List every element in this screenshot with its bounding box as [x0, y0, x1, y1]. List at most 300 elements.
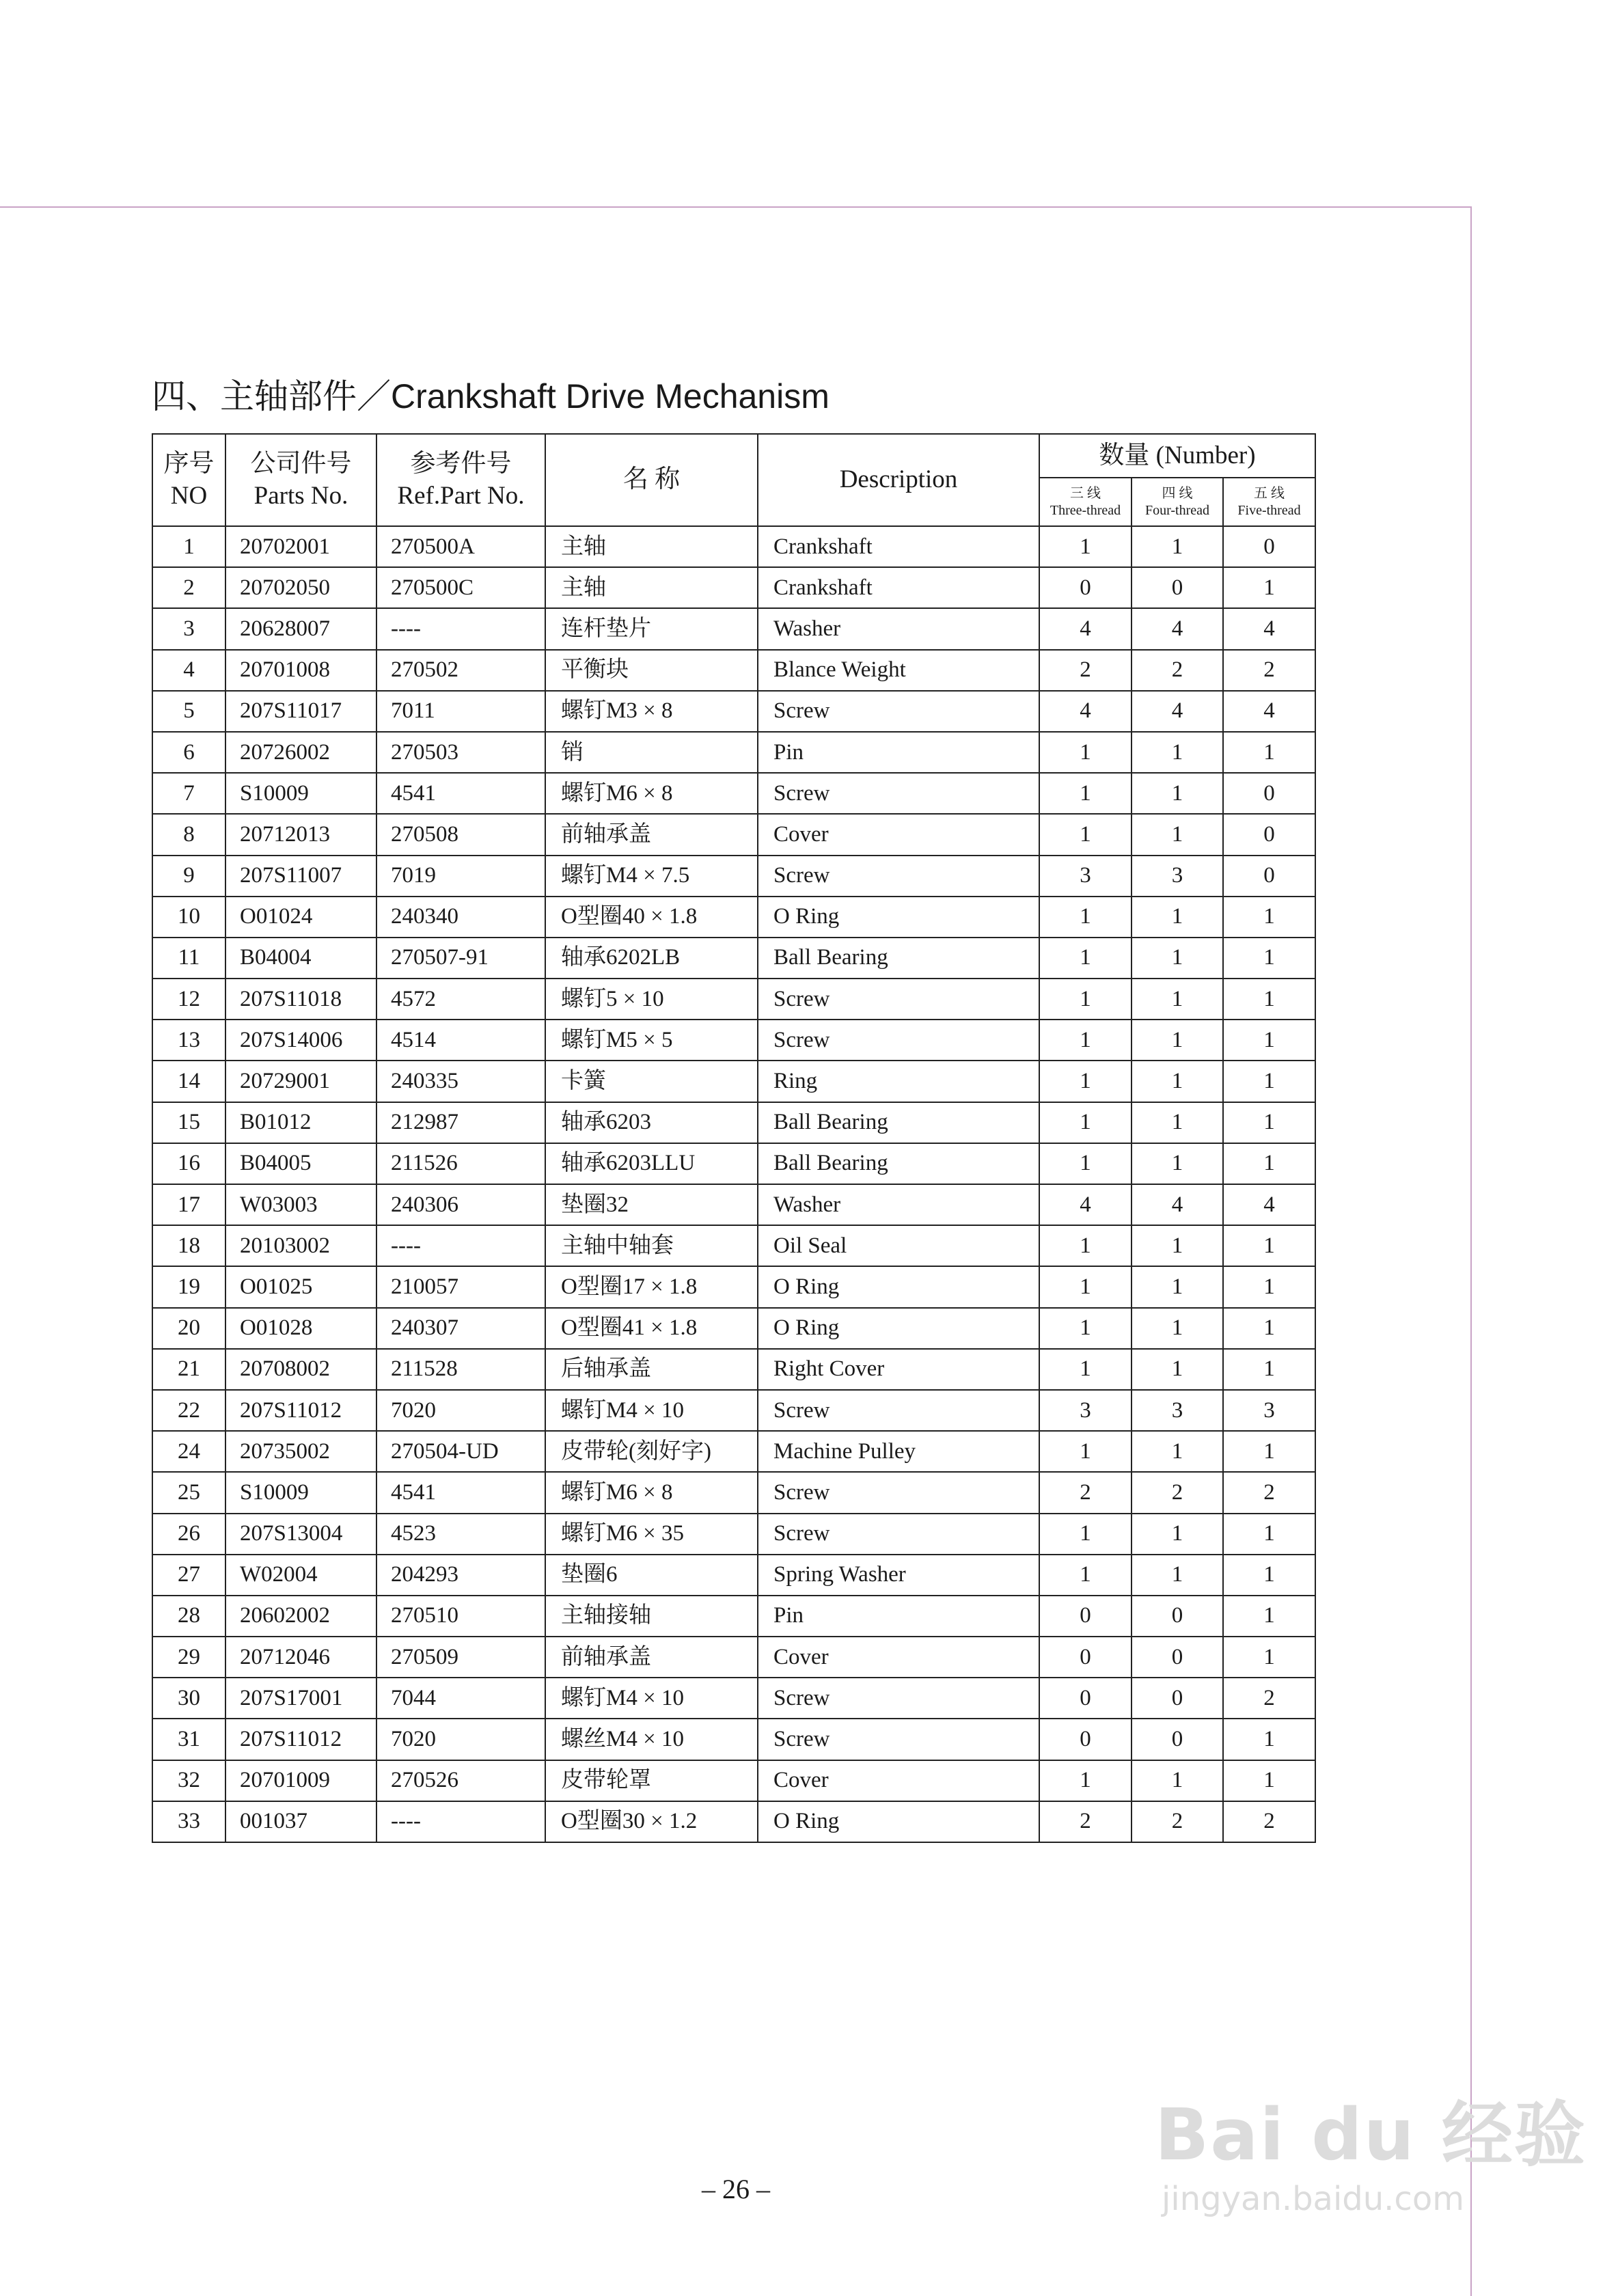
cell-qty-five-thread: 1 — [1223, 1760, 1315, 1801]
cell-qty-five-thread: 1 — [1223, 1637, 1315, 1678]
cell-qty-five-thread: 1 — [1223, 938, 1315, 979]
cell-name: 螺钉M5 × 5 — [545, 1020, 758, 1061]
cell-no: 22 — [152, 1390, 225, 1431]
table-row — [152, 814, 1315, 855]
cell-description: Pin — [758, 1596, 1039, 1637]
cell-qty-four-thread: 1 — [1132, 1102, 1223, 1143]
cell-name: 螺丝M4 × 10 — [545, 1719, 758, 1760]
cell-qty-five-thread: 0 — [1223, 814, 1315, 855]
cell-no: 27 — [152, 1555, 225, 1596]
cell-ref-part-no: 240340 — [376, 897, 545, 938]
cell-description: Screw — [758, 979, 1039, 1020]
cell-no: 17 — [152, 1184, 225, 1225]
cell-parts-no: 20701008 — [225, 650, 376, 691]
cell-qty-five-thread: 1 — [1223, 1102, 1315, 1143]
cell-name: O型圈40 × 1.8 — [545, 897, 758, 938]
cell-description: Spring Washer — [758, 1555, 1039, 1596]
cell-qty-four-thread: 1 — [1132, 1760, 1223, 1801]
cell-name: 轴承6203 — [545, 1102, 758, 1143]
cell-qty-three-thread: 4 — [1039, 691, 1132, 732]
cell-qty-four-thread: 3 — [1132, 856, 1223, 897]
cell-parts-no: 207S11018 — [225, 979, 376, 1020]
cell-parts-no: 20729001 — [225, 1061, 376, 1102]
table-row — [152, 526, 1315, 567]
cell-no: 25 — [152, 1472, 225, 1513]
table-row — [152, 856, 1315, 897]
cell-qty-four-thread: 1 — [1132, 1431, 1223, 1472]
cell-description: Cover — [758, 1637, 1039, 1678]
cell-no: 21 — [152, 1349, 225, 1390]
cell-parts-no: 20712046 — [225, 1637, 376, 1678]
parts-table-body — [152, 526, 1315, 1842]
cell-description: Ring — [758, 1061, 1039, 1102]
table-row — [152, 1514, 1315, 1555]
cell-name: 轴承6203LLU — [545, 1143, 758, 1184]
cell-qty-four-thread: 0 — [1132, 1678, 1223, 1719]
cell-no: 6 — [152, 732, 225, 773]
cell-name: O型圈30 × 1.2 — [545, 1801, 758, 1842]
table-row — [152, 938, 1315, 979]
cell-qty-four-thread: 1 — [1132, 1349, 1223, 1390]
cell-no: 13 — [152, 1020, 225, 1061]
cell-qty-five-thread: 1 — [1223, 979, 1315, 1020]
cell-no: 30 — [152, 1678, 225, 1719]
cell-no: 3 — [152, 608, 225, 649]
table-row — [152, 1555, 1315, 1596]
table-row — [152, 1308, 1315, 1349]
cell-description: O Ring — [758, 1266, 1039, 1307]
cell-qty-four-thread: 4 — [1132, 691, 1223, 732]
cell-description: Ball Bearing — [758, 938, 1039, 979]
cell-parts-no: O01025 — [225, 1266, 376, 1307]
col-header-parts-no: 公司件号 Parts No. — [225, 434, 376, 526]
cell-name: 轴承6202LB — [545, 938, 758, 979]
col-header-ref-part-no: 参考件号 Ref.Part No. — [376, 434, 545, 526]
cell-parts-no: 207S11012 — [225, 1390, 376, 1431]
cell-parts-no: 20628007 — [225, 608, 376, 649]
cell-qty-three-thread: 1 — [1039, 1061, 1132, 1102]
cell-name: 垫圈6 — [545, 1555, 758, 1596]
cell-qty-five-thread: 1 — [1223, 732, 1315, 773]
cell-description: Cover — [758, 1760, 1039, 1801]
cell-qty-four-thread: 1 — [1132, 1061, 1223, 1102]
cell-ref-part-no: 4523 — [376, 1514, 545, 1555]
table-row — [152, 1719, 1315, 1760]
cell-qty-three-thread: 2 — [1039, 1472, 1132, 1513]
page-frame-right-line — [1470, 206, 1472, 2296]
cell-qty-four-thread: 2 — [1132, 650, 1223, 691]
col-header-five-thread: 五 线 Five-thread — [1223, 478, 1315, 526]
cell-ref-part-no: 270502 — [376, 650, 545, 691]
cell-description: O Ring — [758, 897, 1039, 938]
cell-ref-part-no: 7019 — [376, 856, 545, 897]
cell-description: Screw — [758, 773, 1039, 814]
cell-qty-five-thread: 1 — [1223, 1555, 1315, 1596]
cell-ref-part-no: 211528 — [376, 1349, 545, 1390]
cell-qty-five-thread: 0 — [1223, 526, 1315, 567]
cell-qty-four-thread: 1 — [1132, 526, 1223, 567]
table-row — [152, 1678, 1315, 1719]
cell-qty-three-thread: 4 — [1039, 608, 1132, 649]
cell-qty-three-thread: 1 — [1039, 1555, 1132, 1596]
cell-name: 主轴 — [545, 567, 758, 608]
cell-qty-four-thread: 0 — [1132, 1719, 1223, 1760]
cell-qty-three-thread: 1 — [1039, 1266, 1132, 1307]
cell-name: 螺钉M4 × 10 — [545, 1678, 758, 1719]
cell-qty-four-thread: 3 — [1132, 1390, 1223, 1431]
cell-ref-part-no: 211526 — [376, 1143, 545, 1184]
cell-parts-no: 20602002 — [225, 1596, 376, 1637]
cell-name: 螺钉M3 × 8 — [545, 691, 758, 732]
cell-ref-part-no: 270503 — [376, 732, 545, 773]
cell-name: O型圈41 × 1.8 — [545, 1308, 758, 1349]
cell-qty-four-thread: 1 — [1132, 1266, 1223, 1307]
cell-description: Blance Weight — [758, 650, 1039, 691]
table-row — [152, 1431, 1315, 1472]
table-row — [152, 1184, 1315, 1225]
table-row — [152, 979, 1315, 1020]
cell-qty-five-thread: 3 — [1223, 1390, 1315, 1431]
cell-qty-five-thread: 1 — [1223, 897, 1315, 938]
cell-qty-three-thread: 3 — [1039, 856, 1132, 897]
cell-qty-three-thread: 0 — [1039, 1719, 1132, 1760]
watermark-url: jingyan.baidu.com — [1162, 2180, 1464, 2218]
cell-name: 平衡块 — [545, 650, 758, 691]
table-row — [152, 691, 1315, 732]
cell-description: Ball Bearing — [758, 1102, 1039, 1143]
cell-qty-three-thread: 0 — [1039, 1637, 1132, 1678]
cell-ref-part-no: 204293 — [376, 1555, 545, 1596]
cell-ref-part-no: 210057 — [376, 1266, 545, 1307]
cell-name: 螺钉M6 × 35 — [545, 1514, 758, 1555]
cell-qty-four-thread: 2 — [1132, 1472, 1223, 1513]
cell-qty-three-thread: 1 — [1039, 1308, 1132, 1349]
cell-qty-three-thread: 2 — [1039, 650, 1132, 691]
cell-description: Screw — [758, 1020, 1039, 1061]
cell-name: 前轴承盖 — [545, 814, 758, 855]
col-header-quantity: 数量 (Number) — [1039, 434, 1315, 478]
table-row — [152, 1266, 1315, 1307]
cell-qty-five-thread: 1 — [1223, 1020, 1315, 1061]
cell-qty-four-thread: 1 — [1132, 938, 1223, 979]
cell-qty-five-thread: 1 — [1223, 1143, 1315, 1184]
table-row — [152, 1472, 1315, 1513]
cell-no: 28 — [152, 1596, 225, 1637]
cell-ref-part-no: ---- — [376, 1225, 545, 1266]
cell-name: 卡簧 — [545, 1061, 758, 1102]
cell-parts-no: O01028 — [225, 1308, 376, 1349]
cell-parts-no: O01024 — [225, 897, 376, 938]
cell-qty-four-thread: 1 — [1132, 979, 1223, 1020]
cell-description: Crankshaft — [758, 526, 1039, 567]
cell-ref-part-no: 240307 — [376, 1308, 545, 1349]
cell-description: Screw — [758, 691, 1039, 732]
cell-qty-three-thread: 1 — [1039, 1349, 1132, 1390]
cell-qty-five-thread: 1 — [1223, 1596, 1315, 1637]
cell-qty-five-thread: 2 — [1223, 650, 1315, 691]
cell-qty-five-thread: 1 — [1223, 1349, 1315, 1390]
cell-description: Cover — [758, 814, 1039, 855]
cell-ref-part-no: 270510 — [376, 1596, 545, 1637]
cell-description: Screw — [758, 856, 1039, 897]
cell-parts-no: B04004 — [225, 938, 376, 979]
cell-qty-four-thread: 1 — [1132, 1225, 1223, 1266]
cell-no: 18 — [152, 1225, 225, 1266]
cell-name: 螺钉M6 × 8 — [545, 773, 758, 814]
table-row — [152, 1801, 1315, 1842]
cell-qty-five-thread: 1 — [1223, 567, 1315, 608]
cell-no: 4 — [152, 650, 225, 691]
cell-qty-three-thread: 1 — [1039, 897, 1132, 938]
cell-name: 主轴接轴 — [545, 1596, 758, 1637]
cell-qty-four-thread: 1 — [1132, 897, 1223, 938]
cell-qty-three-thread: 1 — [1039, 1020, 1132, 1061]
cell-name: 主轴中轴套 — [545, 1225, 758, 1266]
cell-ref-part-no: 270504-UD — [376, 1431, 545, 1472]
cell-qty-four-thread: 0 — [1132, 567, 1223, 608]
cell-qty-five-thread: 0 — [1223, 856, 1315, 897]
cell-qty-five-thread: 4 — [1223, 608, 1315, 649]
cell-description: O Ring — [758, 1801, 1039, 1842]
cell-qty-five-thread: 0 — [1223, 773, 1315, 814]
cell-no: 7 — [152, 773, 225, 814]
cell-qty-five-thread: 2 — [1223, 1678, 1315, 1719]
cell-ref-part-no: 7020 — [376, 1390, 545, 1431]
cell-qty-four-thread: 0 — [1132, 1596, 1223, 1637]
cell-qty-four-thread: 1 — [1132, 1555, 1223, 1596]
cell-qty-three-thread: 0 — [1039, 1678, 1132, 1719]
cell-no: 31 — [152, 1719, 225, 1760]
cell-parts-no: B01012 — [225, 1102, 376, 1143]
cell-ref-part-no: 240335 — [376, 1061, 545, 1102]
watermark-logo: Bai du 经验 — [1155, 2093, 1587, 2176]
cell-name: 连杆垫片 — [545, 608, 758, 649]
page-frame-top-line — [0, 206, 1472, 208]
table-row — [152, 1349, 1315, 1390]
baidu-watermark — [1155, 2077, 1587, 2218]
cell-name: 后轴承盖 — [545, 1349, 758, 1390]
cell-no: 20 — [152, 1308, 225, 1349]
cell-no: 11 — [152, 938, 225, 979]
cell-qty-four-thread: 1 — [1132, 773, 1223, 814]
section-title-cn: 四、主轴部件／ — [152, 377, 391, 415]
cell-qty-five-thread: 2 — [1223, 1472, 1315, 1513]
cell-parts-no: 207S17001 — [225, 1678, 376, 1719]
cell-description: Screw — [758, 1719, 1039, 1760]
cell-qty-five-thread: 1 — [1223, 1431, 1315, 1472]
cell-no: 32 — [152, 1760, 225, 1801]
cell-no: 26 — [152, 1514, 225, 1555]
cell-qty-three-thread: 1 — [1039, 938, 1132, 979]
cell-ref-part-no: 4541 — [376, 773, 545, 814]
cell-description: O Ring — [758, 1308, 1039, 1349]
table-row — [152, 897, 1315, 938]
cell-no: 5 — [152, 691, 225, 732]
cell-ref-part-no: 270500C — [376, 567, 545, 608]
cell-no: 33 — [152, 1801, 225, 1842]
cell-ref-part-no: 270508 — [376, 814, 545, 855]
cell-description: Screw — [758, 1678, 1039, 1719]
cell-qty-five-thread: 1 — [1223, 1266, 1315, 1307]
cell-name: O型圈17 × 1.8 — [545, 1266, 758, 1307]
cell-ref-part-no: 212987 — [376, 1102, 545, 1143]
col-header-description: Description — [758, 434, 1039, 526]
cell-qty-four-thread: 1 — [1132, 1514, 1223, 1555]
cell-name: 主轴 — [545, 526, 758, 567]
cell-parts-no: 20712013 — [225, 814, 376, 855]
cell-qty-five-thread: 1 — [1223, 1225, 1315, 1266]
cell-qty-three-thread: 1 — [1039, 814, 1132, 855]
cell-no: 19 — [152, 1266, 225, 1307]
cell-ref-part-no: 4572 — [376, 979, 545, 1020]
cell-description: Oil Seal — [758, 1225, 1039, 1266]
cell-qty-three-thread: 1 — [1039, 1514, 1132, 1555]
col-header-three-thread: 三 线 Three-thread — [1039, 478, 1132, 526]
cell-ref-part-no: ---- — [376, 608, 545, 649]
cell-no: 29 — [152, 1637, 225, 1678]
table-row — [152, 1061, 1315, 1102]
cell-qty-three-thread: 3 — [1039, 1390, 1132, 1431]
cell-qty-four-thread: 1 — [1132, 1308, 1223, 1349]
cell-parts-no: 20708002 — [225, 1349, 376, 1390]
cell-qty-five-thread: 1 — [1223, 1719, 1315, 1760]
cell-parts-no: 20735002 — [225, 1431, 376, 1472]
cell-qty-three-thread: 1 — [1039, 1102, 1132, 1143]
page-number: – 26 – — [702, 2174, 770, 2204]
cell-description: Ball Bearing — [758, 1143, 1039, 1184]
col-header-no: 序号 NO — [152, 434, 225, 526]
cell-parts-no: B04005 — [225, 1143, 376, 1184]
cell-qty-four-thread: 2 — [1132, 1801, 1223, 1842]
cell-description: Screw — [758, 1514, 1039, 1555]
cell-parts-no: S10009 — [225, 773, 376, 814]
cell-qty-three-thread: 1 — [1039, 732, 1132, 773]
cell-description: Screw — [758, 1390, 1039, 1431]
cell-ref-part-no: 270509 — [376, 1637, 545, 1678]
cell-parts-no: 20103002 — [225, 1225, 376, 1266]
cell-parts-no: 207S14006 — [225, 1020, 376, 1061]
section-title — [152, 369, 829, 418]
table-row — [152, 773, 1315, 814]
cell-description: Machine Pulley — [758, 1431, 1039, 1472]
cell-parts-no: 20702001 — [225, 526, 376, 567]
cell-ref-part-no: ---- — [376, 1801, 545, 1842]
cell-description: Pin — [758, 732, 1039, 773]
cell-qty-five-thread: 1 — [1223, 1061, 1315, 1102]
table-row — [152, 650, 1315, 691]
cell-qty-five-thread: 4 — [1223, 1184, 1315, 1225]
cell-qty-three-thread: 1 — [1039, 526, 1132, 567]
table-row — [152, 1637, 1315, 1678]
cell-description: Washer — [758, 608, 1039, 649]
cell-qty-three-thread: 1 — [1039, 1143, 1132, 1184]
table-row — [152, 1390, 1315, 1431]
cell-name: 前轴承盖 — [545, 1637, 758, 1678]
cell-no: 8 — [152, 814, 225, 855]
cell-name: 螺钉M6 × 8 — [545, 1472, 758, 1513]
cell-parts-no: W03003 — [225, 1184, 376, 1225]
cell-description: Crankshaft — [758, 567, 1039, 608]
cell-ref-part-no: 270507-91 — [376, 938, 545, 979]
cell-qty-four-thread: 1 — [1132, 1143, 1223, 1184]
cell-parts-no: S10009 — [225, 1472, 376, 1513]
cell-parts-no: W02004 — [225, 1555, 376, 1596]
cell-name: 螺钉M4 × 7.5 — [545, 856, 758, 897]
cell-ref-part-no: 7011 — [376, 691, 545, 732]
cell-qty-three-thread: 4 — [1039, 1184, 1132, 1225]
table-row — [152, 1596, 1315, 1637]
cell-no: 1 — [152, 526, 225, 567]
cell-ref-part-no: 270526 — [376, 1760, 545, 1801]
cell-description: Right Cover — [758, 1349, 1039, 1390]
cell-ref-part-no: 7020 — [376, 1719, 545, 1760]
cell-qty-five-thread: 1 — [1223, 1308, 1315, 1349]
cell-qty-four-thread: 0 — [1132, 1637, 1223, 1678]
cell-description: Screw — [758, 1472, 1039, 1513]
cell-qty-three-thread: 0 — [1039, 567, 1132, 608]
cell-qty-four-thread: 1 — [1132, 814, 1223, 855]
cell-parts-no: 20702050 — [225, 567, 376, 608]
cell-qty-four-thread: 4 — [1132, 1184, 1223, 1225]
cell-qty-five-thread: 1 — [1223, 1514, 1315, 1555]
cell-qty-three-thread: 1 — [1039, 1431, 1132, 1472]
cell-no: 16 — [152, 1143, 225, 1184]
cell-ref-part-no: 4514 — [376, 1020, 545, 1061]
cell-parts-no: 001037 — [225, 1801, 376, 1842]
cell-qty-five-thread: 4 — [1223, 691, 1315, 732]
cell-description: Washer — [758, 1184, 1039, 1225]
cell-no: 15 — [152, 1102, 225, 1143]
table-row — [152, 1143, 1315, 1184]
cell-parts-no: 20701009 — [225, 1760, 376, 1801]
cell-no: 24 — [152, 1431, 225, 1472]
cell-name: 皮带轮罩 — [545, 1760, 758, 1801]
cell-qty-four-thread: 4 — [1132, 608, 1223, 649]
cell-name: 螺钉M4 × 10 — [545, 1390, 758, 1431]
col-header-name: 名 称 — [545, 434, 758, 526]
cell-qty-three-thread: 0 — [1039, 1596, 1132, 1637]
cell-ref-part-no: 7044 — [376, 1678, 545, 1719]
cell-no: 12 — [152, 979, 225, 1020]
table-row — [152, 1225, 1315, 1266]
cell-qty-three-thread: 1 — [1039, 1225, 1132, 1266]
cell-qty-three-thread: 2 — [1039, 1801, 1132, 1842]
cell-parts-no: 20726002 — [225, 732, 376, 773]
cell-ref-part-no: 270500A — [376, 526, 545, 567]
cell-qty-four-thread: 1 — [1132, 732, 1223, 773]
cell-no: 2 — [152, 567, 225, 608]
cell-no: 10 — [152, 897, 225, 938]
cell-qty-three-thread: 1 — [1039, 773, 1132, 814]
cell-name: 垫圈32 — [545, 1184, 758, 1225]
cell-name: 皮带轮(刻好字) — [545, 1431, 758, 1472]
cell-parts-no: 207S11007 — [225, 856, 376, 897]
cell-qty-three-thread: 1 — [1039, 979, 1132, 1020]
cell-no: 14 — [152, 1061, 225, 1102]
table-header-row — [152, 434, 1315, 478]
table-row — [152, 608, 1315, 649]
cell-qty-three-thread: 1 — [1039, 1760, 1132, 1801]
cell-ref-part-no: 4541 — [376, 1472, 545, 1513]
table-row — [152, 567, 1315, 608]
cell-qty-five-thread: 2 — [1223, 1801, 1315, 1842]
cell-qty-four-thread: 1 — [1132, 1020, 1223, 1061]
cell-ref-part-no: 240306 — [376, 1184, 545, 1225]
cell-parts-no: 207S11017 — [225, 691, 376, 732]
table-row — [152, 1102, 1315, 1143]
table-row — [152, 1020, 1315, 1061]
cell-name: 螺钉5 × 10 — [545, 979, 758, 1020]
